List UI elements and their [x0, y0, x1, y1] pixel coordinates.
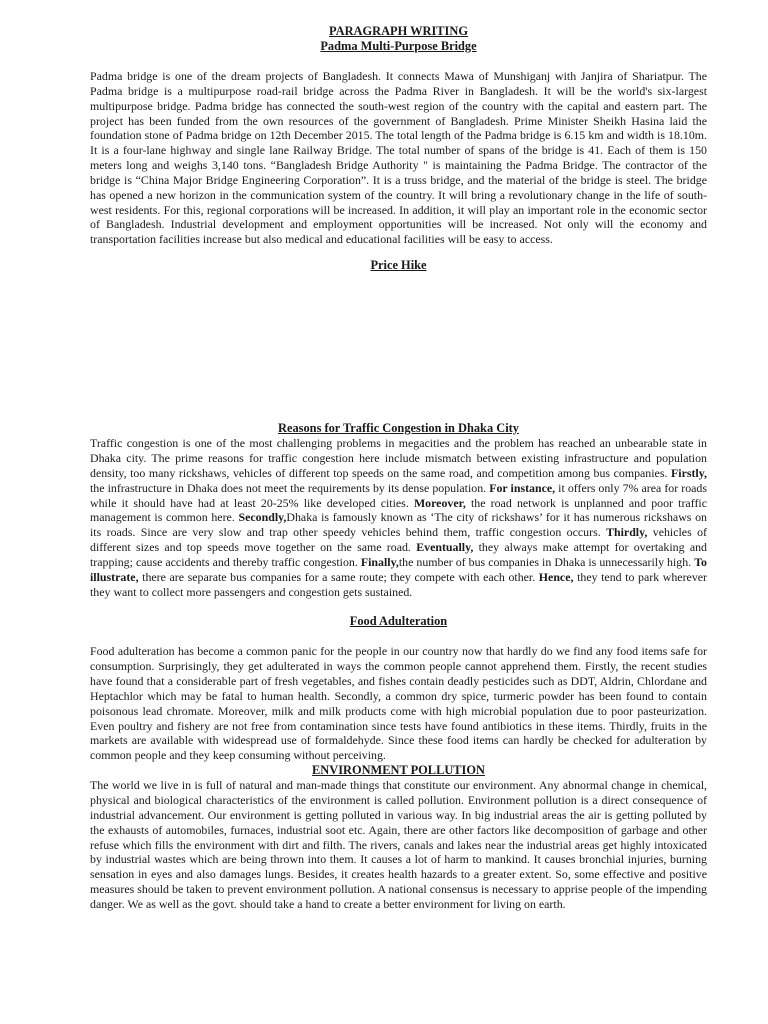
- traffic-text: they tend to park wherever they want to collect more passengers and congestion gets sustained.: [90, 569, 707, 599]
- traffic-text: Dhaka is famously known as ‘The city of rickshaws’ for it has numerous rickshaws on its roads. Since are very slow and trap other speedy vehicles behind them, traffic congestion occurs.: [90, 510, 707, 540]
- traffic-keyword: Finally,: [360, 554, 399, 569]
- traffic-keyword: Firstly,: [671, 465, 707, 480]
- traffic-text: the infrastructure in Dhaka does not meet the requirements by its dense population.: [90, 480, 490, 495]
- traffic-keyword: Thirdly,: [606, 525, 648, 540]
- traffic-paragraph: [90, 436, 707, 599]
- traffic-keyword: For instance,: [489, 480, 556, 495]
- traffic-text: vehicles of different sizes and top speeds move together on the same road.: [90, 525, 707, 555]
- traffic-keyword: Moreover,: [413, 495, 466, 510]
- traffic-text: Traffic congestion is one of the most challenging problems in megacities and the problem has reached an unbearable state in Dhaka city. The prime reasons for traffic congestion here include mismatch between existing infrastructure and population density, too many rickshaws, vehicles of different top speeds on the same road, and competition among bus companies.: [90, 436, 707, 480]
- traffic-keyword: Eventually,: [416, 540, 474, 555]
- document-page: [90, 24, 707, 912]
- padma-heading: Padma Multi-Purpose Bridge: [320, 39, 477, 53]
- traffic-keyword: To illustrate,: [90, 554, 707, 584]
- traffic-keyword: Secondly,: [238, 510, 287, 525]
- traffic-keyword: Hence,: [538, 569, 574, 584]
- traffic-text: there are separate bus companies for a same route; they compete with each other.: [138, 569, 539, 584]
- environment-paragraph: The world we live in is full of natural and man-made things that constitute our environment. Any abnormal change in chemical, physical and biological characteristics of the environment is called pollution. Environment pollution is a direct consequence of industrial advancement. Our environment is getting polluted in various way. In big industrial areas the air is getting polluted by the exhausts of automobiles, furnaces, industrial soot etc. Again, there are other factors like decomposition of garbage and other refuse which fills the environment with dirt and filth. The rivers, canals and lakes near the industrial areas get highly intoxicated by industrial wastes which are being thrown into them. It causes a lot of harm to mankind. It causes bronchial injuries, burning sensation in eyes and also damages lungs. Besides, it creates health hazards to a greater extent. So, some effective and positive measures should be taken to prevent environment pollution. A national consensus is necessary to apprise people of the impending danger. We as well as the govt. should take a hand to create a better environment for living on earth.: [90, 778, 707, 911]
- traffic-text: it offers only 7% area for roads while it should have had at least 20-25% like developed cities.: [90, 480, 707, 510]
- document-title: PARAGRAPH WRITING: [329, 24, 468, 38]
- food-heading: Food Adulteration: [349, 614, 448, 629]
- traffic-heading: Reasons for Traffic Congestion in Dhaka City: [278, 421, 519, 436]
- padma-paragraph: Padma bridge is one of the dream projects of Bangladesh. It connects Mawa of Munshiganj with Janjira of Shariatpur. The Padma bridge is a multipurpose road-rail bridge across the Padma River in Bangladesh. It will be the world's six-largest multipurpose bridge. Padma bridge has connected the south-west region of the country with the capital and eastern part. The project has been funded from the own resources of the government of Bangladesh. Prime Minister Sheikh Hasina laid the foundation stone of Padma bridge on 12th December 2015. The total length of the Padma bridge is 6.15 km and width is 18.10m. It is a four-lane highway and single lane Railway Bridge. The total number of spans of the bridge is 41. Each of them is 150 meters long and weighs 3,140 tons. “Bangladesh Bridge Authority " is maintaining the Padma Bridge. The contractor of the bridge is “China Major Bridge Engineering Corporation”. It is a truss bridge, and the material of the bridge is steel. The bridge has opened a new horizon in the communication system of the country. It will bring a revolutionary change in the life of south-west residents. For this, regional corporations will be increased. In addition, it will play an important role in the economic sector of Bangladesh. Industrial development and employment opportunities will be increased. Not only will the economy and transportation facilities increase but also medical and educational facilities will be easy to access.: [90, 69, 707, 247]
- traffic-text: they always make attempt for overtaking and trapping; cause accidents and thereby traffic congestion.: [90, 540, 708, 569]
- environment-heading: ENVIRONMENT POLLUTION: [312, 763, 485, 778]
- price-hike-heading: Price Hike: [370, 258, 427, 273]
- traffic-text: the road network is unplanned and poor traffic management is common here.: [90, 495, 707, 525]
- traffic-text: the number of bus companies in Dhaka is unnecessarily high.: [398, 554, 695, 569]
- food-paragraph: Food adulteration has become a common panic for the people in our country now that hardly do we find any food items safe for consumption. Surprisingly, they get adulterated in ways the common people cannot apprehend them. Firstly, the recent studies have found that a considerable part of fresh vegetables, and fishes contain deadly pesticides such as DDT, Aldrin, Chlordane and Heptachlor which may be fatal to human health. Secondly, a common dry spice, turmeric powder has been found to contain poisonous lead chromate. Moreover, milk and milk products come with high microbial population due to poor pasteurization. Even poultry and fishery are not free from contamination since tests have found antibiotics in these items. Thirdly, fruits in the markets are available with widespread use of formaldehyde. Since these food items can hardly be checked for adulteration by common people and they keep consuming without perceiving.: [90, 644, 707, 763]
